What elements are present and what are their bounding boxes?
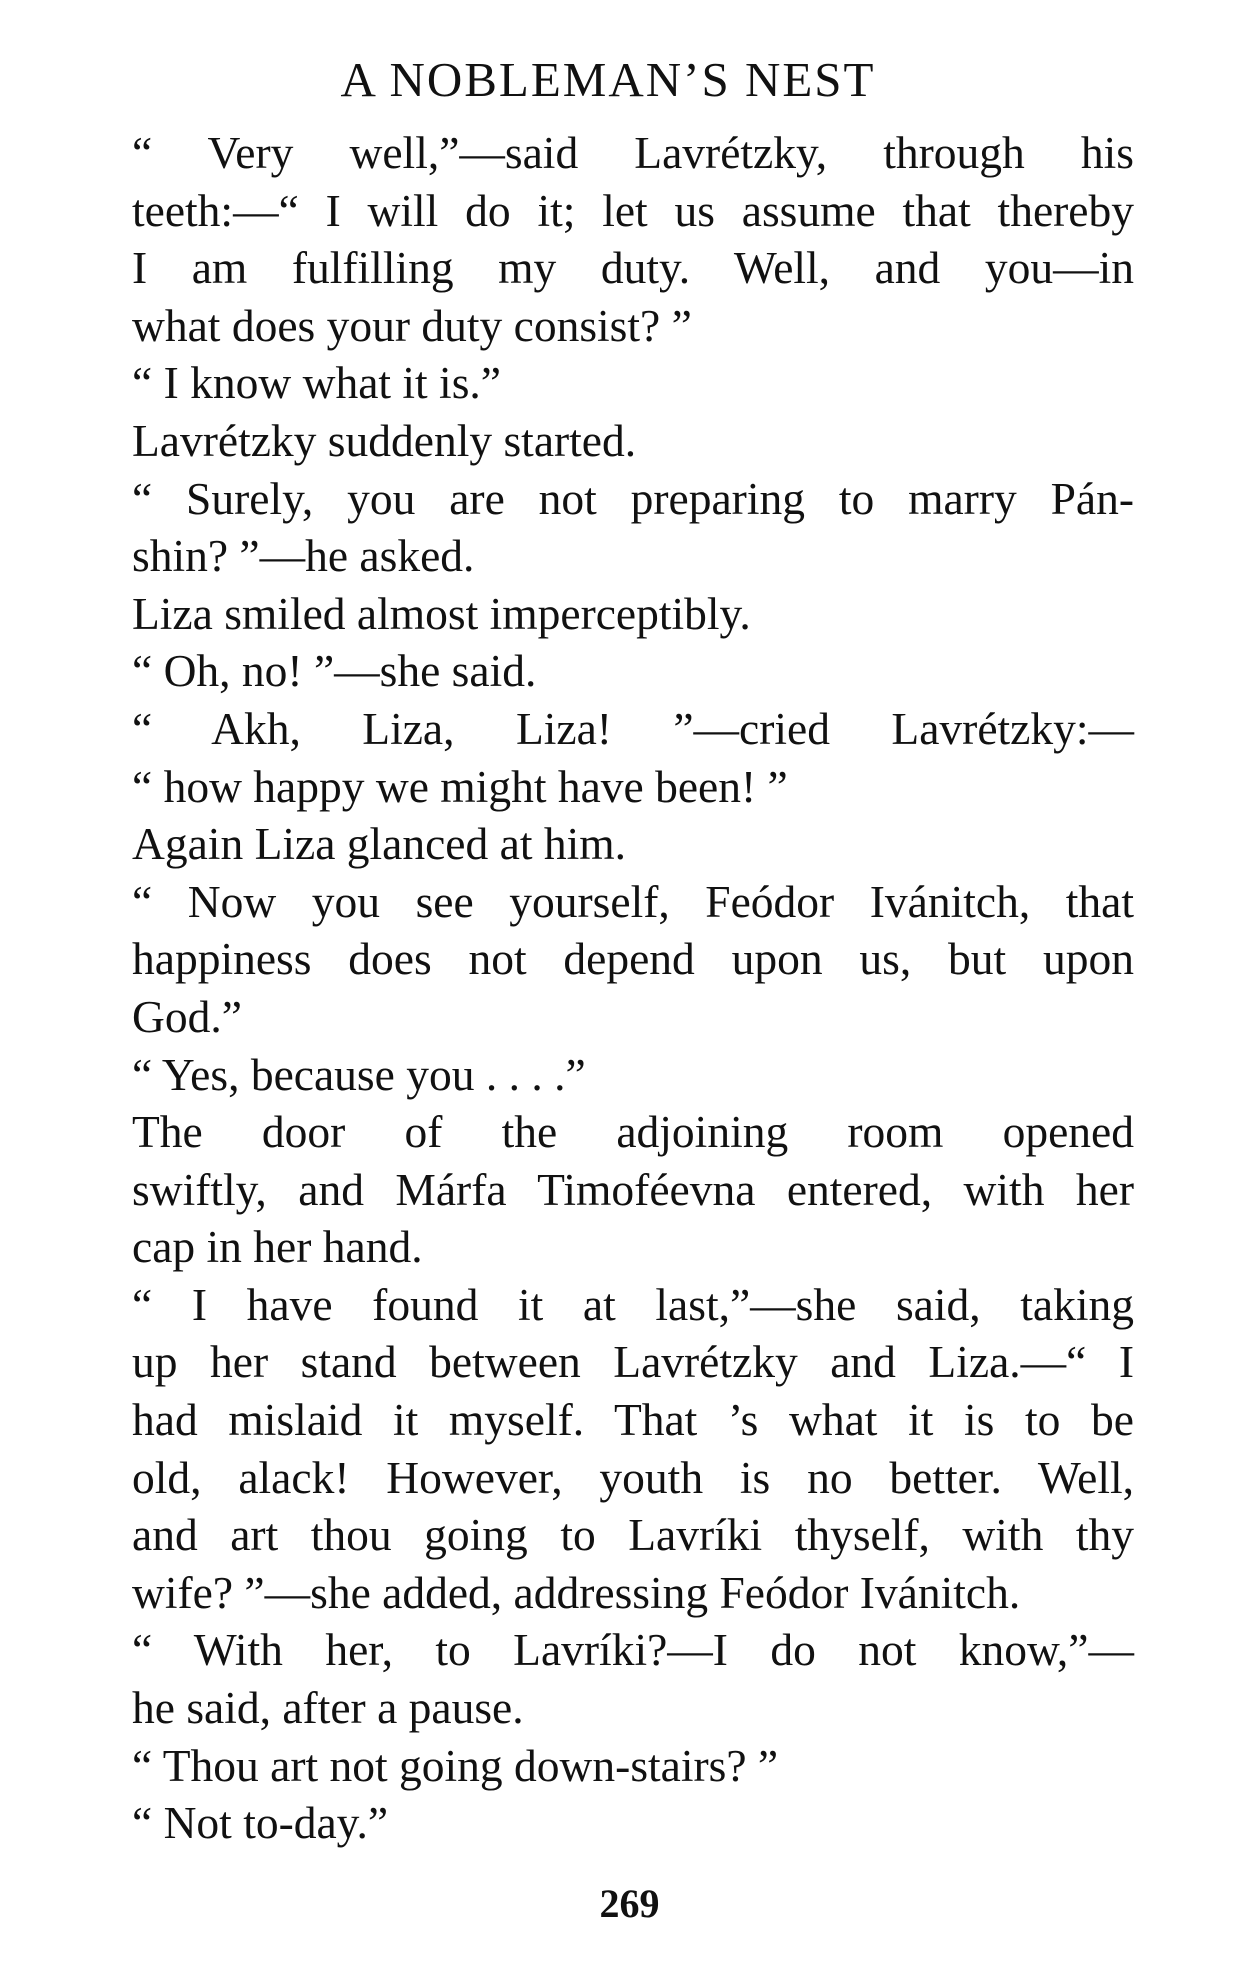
text-line: he said, after a pause. [132,1682,524,1734]
text-line: wife? ”—she added, addressing Feódor Ivánitch. [132,1566,1021,1618]
text-line: Lavrétzky suddenly started. [132,414,637,466]
body-text [82,124,1134,1852]
page-number: 269 [599,1881,660,1926]
paragraph [82,1103,1134,1276]
paragraph [82,1621,1134,1736]
text-line: The door of the adjoining room opened [132,1106,1134,1158]
text-line: cap in her hand. [132,1221,423,1273]
text-line: what does your duty consist? ” [132,299,692,351]
text-line: “ Thou art not going down-stairs? ” [132,1739,779,1791]
text-line: old, alack! However, youth is no better. Well, [132,1451,1134,1503]
text-line: “ Yes, because you . . . .” [132,1048,586,1100]
text-line: “ I know what it is.” [132,357,501,409]
text-line: up her stand between Lavrétzky and Liza.—“ I [132,1336,1134,1388]
text-line: happiness does not depend upon us, but upon [132,933,1134,985]
text-line: swiftly, and Márfa Timoféevna entered, with her [132,1163,1134,1215]
text-line: “ Not to-day.” [132,1797,389,1849]
text-line: “ Surely, you are not preparing to marry Pán- [132,472,1134,524]
paragraph [82,700,1134,815]
paragraph [82,1737,1134,1795]
paragraph [82,873,1134,1046]
running-head: A NOBLEMAN’S NEST [340,52,876,107]
text-line: “ Now you see yourself, Feódor Ivánitch, that [132,875,1134,927]
paragraph [82,1276,1134,1622]
paragraph [82,124,1134,354]
paragraph [82,585,1134,643]
text-line: “ Akh, Liza, Liza! ”—cried Lavrétzky:— [132,702,1134,754]
text-line: “ With her, to Lavríki?—I do not know,”— [132,1624,1134,1676]
text-line: I am fulfilling my duty. Well, and you—in [132,242,1134,294]
paragraph [82,642,1134,700]
paragraph [82,1046,1134,1104]
paragraph [82,1794,1134,1852]
book-page [82,50,1134,1852]
text-line: Liza smiled almost imperceptibly. [132,587,751,639]
text-line: had mislaid it myself. That ’s what it is to be [132,1394,1134,1446]
paragraph [82,470,1134,585]
text-line: Again Liza glanced at him. [132,818,626,870]
text-line: and art thou going to Lavríki thyself, with thy [132,1509,1134,1561]
text-line: “ Oh, no! ”—she said. [132,645,537,697]
text-line: teeth:—“ I will do it; let us assume that thereby [132,184,1134,236]
paragraph [82,412,1134,470]
text-line: “ how happy we might have been! ” [132,760,788,812]
text-line: “ I have found it at last,”—she said, taking [132,1278,1134,1330]
text-line: “ Very well,”—said Lavrétzky, through his [132,127,1134,178]
text-line: shin? ”—he asked. [132,530,475,582]
paragraph [82,815,1134,873]
paragraph [82,354,1134,412]
text-line: God.” [132,990,242,1042]
